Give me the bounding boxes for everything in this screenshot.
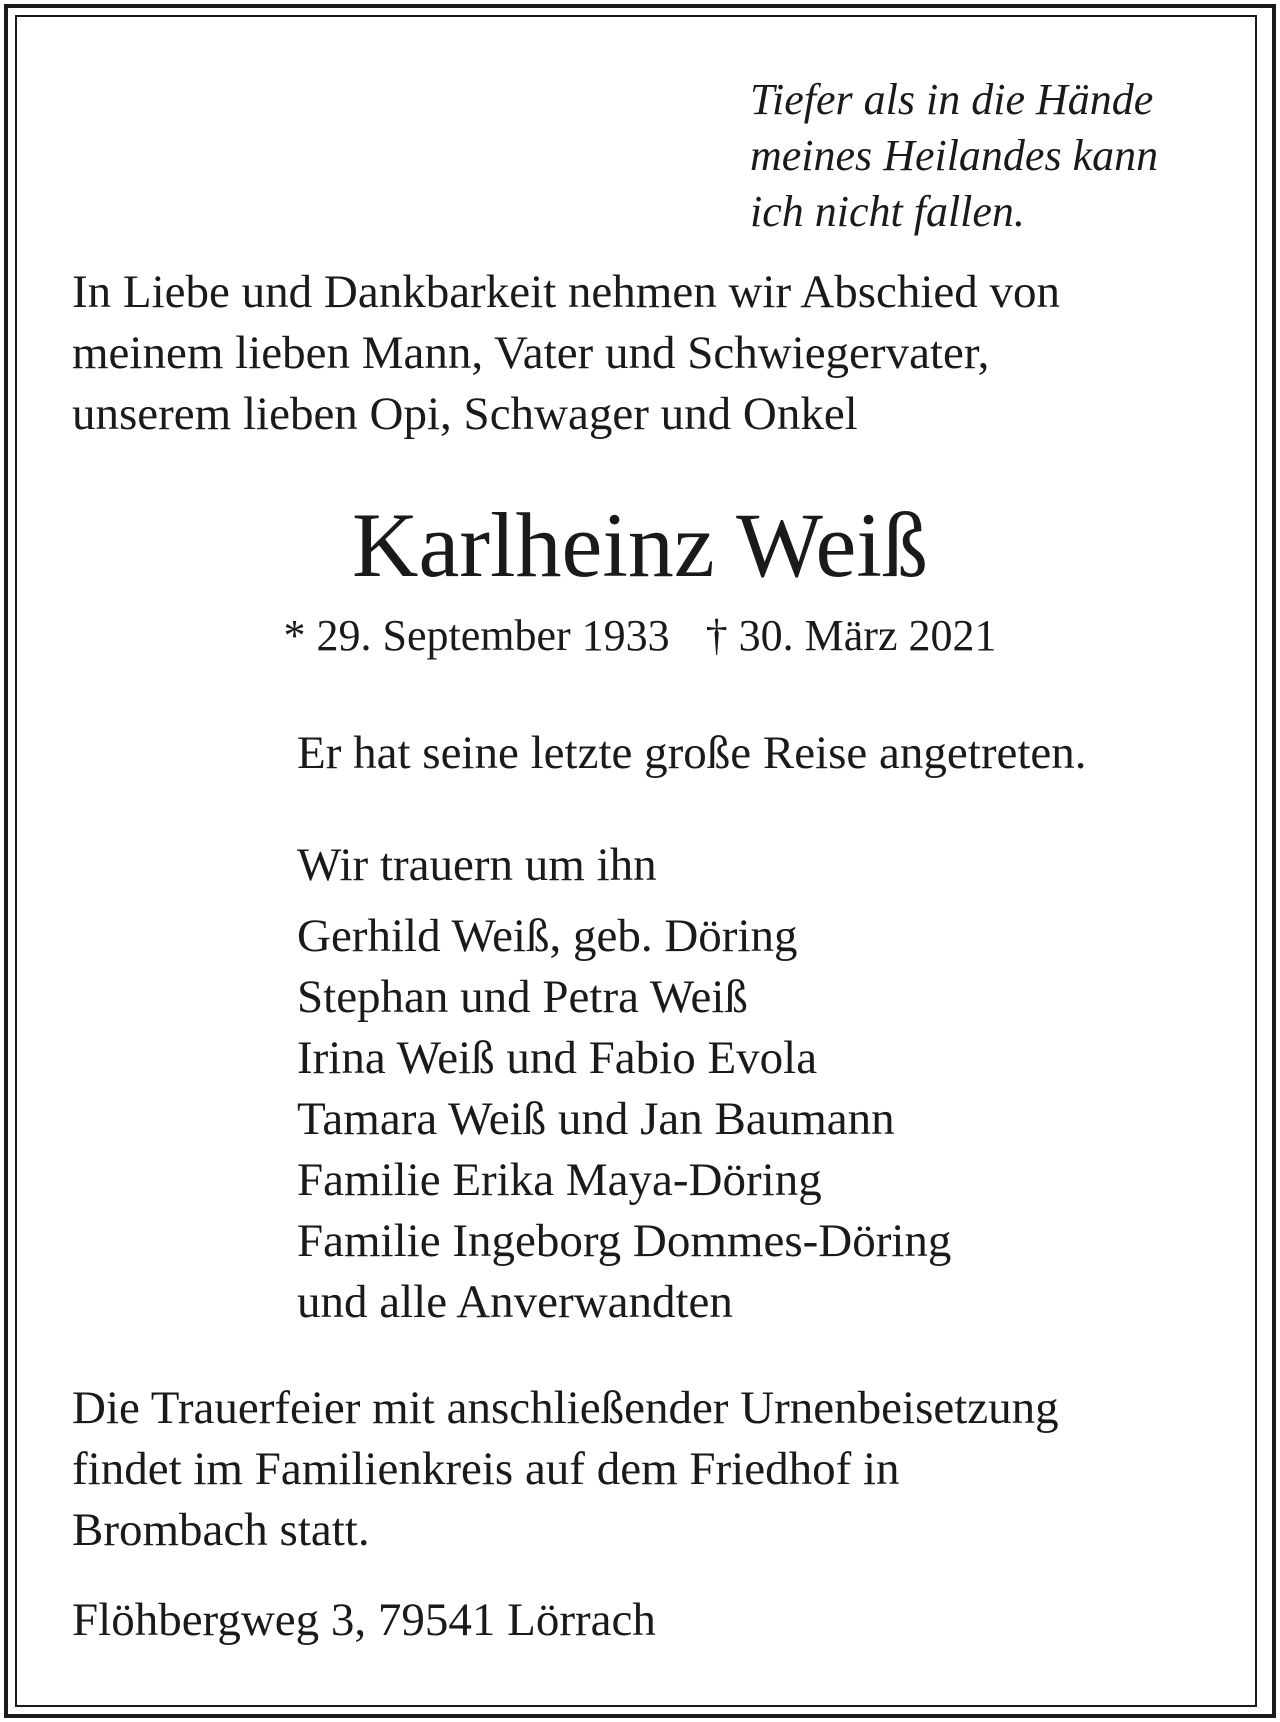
intro-line: meinem lieben Mann, Vater und Schwiegervater, <box>72 327 990 379</box>
mourner-name: Familie Ingeborg Dommes-Döring <box>297 1215 952 1267</box>
ceremony-notice <box>72 1378 1222 1561</box>
motto-line: Tiefer als in die Hände <box>750 75 1154 124</box>
journey-text: Er hat seine letzte große Reise angetreten. <box>297 727 1087 779</box>
mourner-name: und alle Anverwandten <box>297 1276 733 1328</box>
birth-date: * 29. September 1933 <box>283 611 670 660</box>
ceremony-line: Brombach statt. <box>72 1504 370 1556</box>
mourner-name: Irina Weiß und Fabio Evola <box>297 1032 818 1084</box>
ceremony-line: Die Trauerfeier mit anschließender Urnenbeisetzung <box>72 1382 1059 1434</box>
mourners-list <box>297 906 951 1333</box>
intro-line: unserem lieben Opi, Schwager und Onkel <box>72 388 858 440</box>
intro-text <box>72 262 1222 445</box>
family-address: Flöhbergweg 3, 79541 Lörrach <box>72 1594 656 1646</box>
bible-motto <box>750 72 1230 240</box>
ceremony-line: findet im Familienkreis auf dem Friedhof in <box>72 1443 900 1495</box>
life-dates <box>0 608 1280 664</box>
mourner-name: Tamara Weiß und Jan Baumann <box>297 1093 895 1145</box>
deceased-name: Karlheinz Weiß <box>352 494 928 596</box>
mourner-name: Familie Erika Maya-Döring <box>297 1154 822 1206</box>
mourning-heading: Wir trauern um ihn <box>297 839 657 891</box>
mourner-name: Stephan und Petra Weiß <box>297 971 748 1023</box>
intro-line: In Liebe und Dankbarkeit nehmen wir Abschied von <box>72 266 1061 318</box>
mourner-name: Gerhild Weiß, geb. Döring <box>297 910 798 962</box>
death-date: † 30. März 2021 <box>705 611 997 660</box>
motto-line: meines Heilandes kann <box>750 131 1159 180</box>
motto-line: ich nicht fallen. <box>750 187 1025 236</box>
